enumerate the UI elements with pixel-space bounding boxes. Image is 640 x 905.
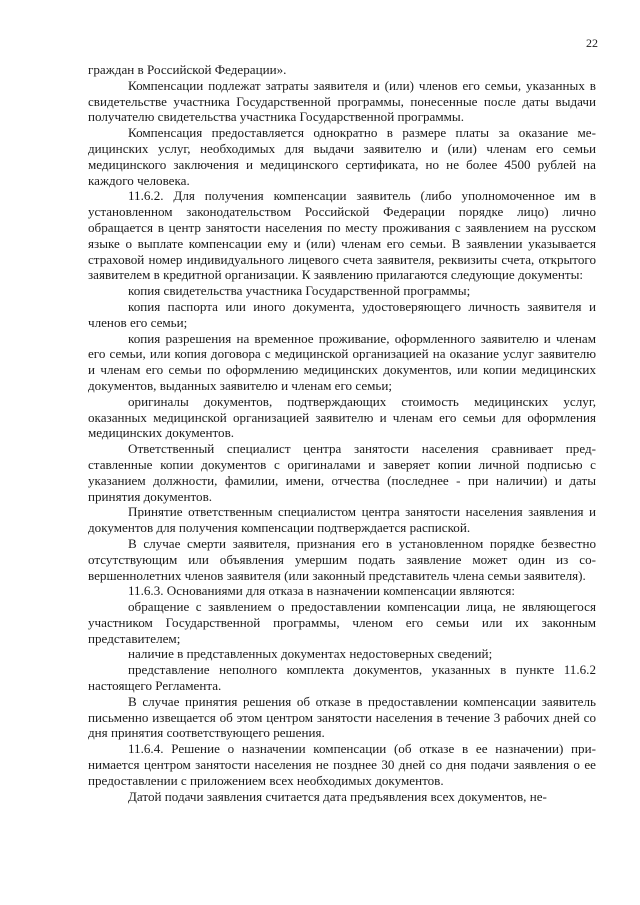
paragraph: 11.6.3. Основаниями для отказа в назначении компенсации являются: (128, 583, 516, 599)
paragraph: 11.6.2. Для получения компенсации заявитель (либо уполномоченное им в установленном законодательством Российской Федерации порядке лицо) лично обращается в центр занятости населения по месту проживания с заявлением на русском языке о выплате компенсации ему и (или) членам его семьи. В заявлении указывается страховой номер индивидуального лицевого счета заявителя, реквизиты счета, открытого заявителем в кредитной организации. К заявлению прилагаются следующие документы: (88, 188, 596, 283)
paragraph: Датой подачи заявления считается дата предъявления всех документов, не- (128, 788, 547, 804)
paragraph: граждан в Российской Федерации». (88, 62, 287, 77)
list-item: копия свидетельства участника Государственной программы; (128, 283, 471, 299)
list-item: наличие в представленных документах недостоверных сведений; (128, 646, 493, 662)
list-item: обращение с заявлением о предоставлении компенсации лица, не являющегося участником Государственной программы, членом его семьи или их законным представителем; (88, 599, 596, 646)
paragraph: В случае принятия решения об отказе в предоставлении компенсации заявитель письменно извещается об этом центром занятости населения в течение 3 рабочих дней со дня принятия соответствующего решения. (88, 693, 596, 741)
document-body (88, 62, 596, 804)
paragraph: Компенсации подлежат затраты заявителя и (или) членов его семьи, указанных в свидетельстве участника Государственной программы, понесенные после даты выдачи получателю свидетельства участника Государственной программы. (88, 77, 596, 125)
paragraph: 11.6.4. Решение о назначении компенсации (об отказе в ее назначении) принимается центром занятости населения не позднее 30 дней со дня подачи заявления о ее предоставлении с приложением всех необходимых документов. (88, 741, 596, 788)
paragraph: Принятие ответственным специалистом центра занятости населения заявления и документов для получения компенсации подтверждается распиской. (88, 504, 596, 536)
page-number: 22 (586, 36, 598, 50)
paragraph: Компенсация предоставляется однократно в размере платы за оказание медицинских услуг, необходимых для выдачи заявителю и (или) членам его семьи медицинского заключения и медицинского сертификата, но не более 4500 рублей на каждого человека. (88, 125, 596, 188)
paragraph: Ответственный специалист центра занятости населения сравнивает представленные копии документов с оригиналами и заверяет копии личной подписью с указанием должности, фамилии, имени, отчества (последнее - при наличии) и даты принятия документов. (88, 441, 596, 504)
list-item: копия паспорта или иного документа, удостоверяющего личность заявителя и членов его семьи; (88, 298, 596, 330)
paragraph: В случае смерти заявителя, признания его в установленном порядке безвестно отсутствующим или объявления умершим подать заявление может один из совершеннолетних членов заявителя (или законный представитель члена семьи заявителя). (88, 535, 596, 583)
list-item: копия разрешения на временное проживание, оформленного заявителю и членам его семьи, или копия договора с медицинской организацией на оказание услуг заявителю и членам его семьи по оформлению медицинских документов, или копии медицинских документов, выданных заявителю и членам его семьи; (88, 330, 596, 393)
list-item: представление неполного комплекта документов, указанных в пункте 11.6.2 настоящего Регламента. (88, 662, 596, 694)
list-item: оригиналы документов, подтверждающих стоимость медицинских услуг, оказанных медицинской организацией заявителю и членам его семьи для оформления медицинских документов. (88, 393, 596, 441)
